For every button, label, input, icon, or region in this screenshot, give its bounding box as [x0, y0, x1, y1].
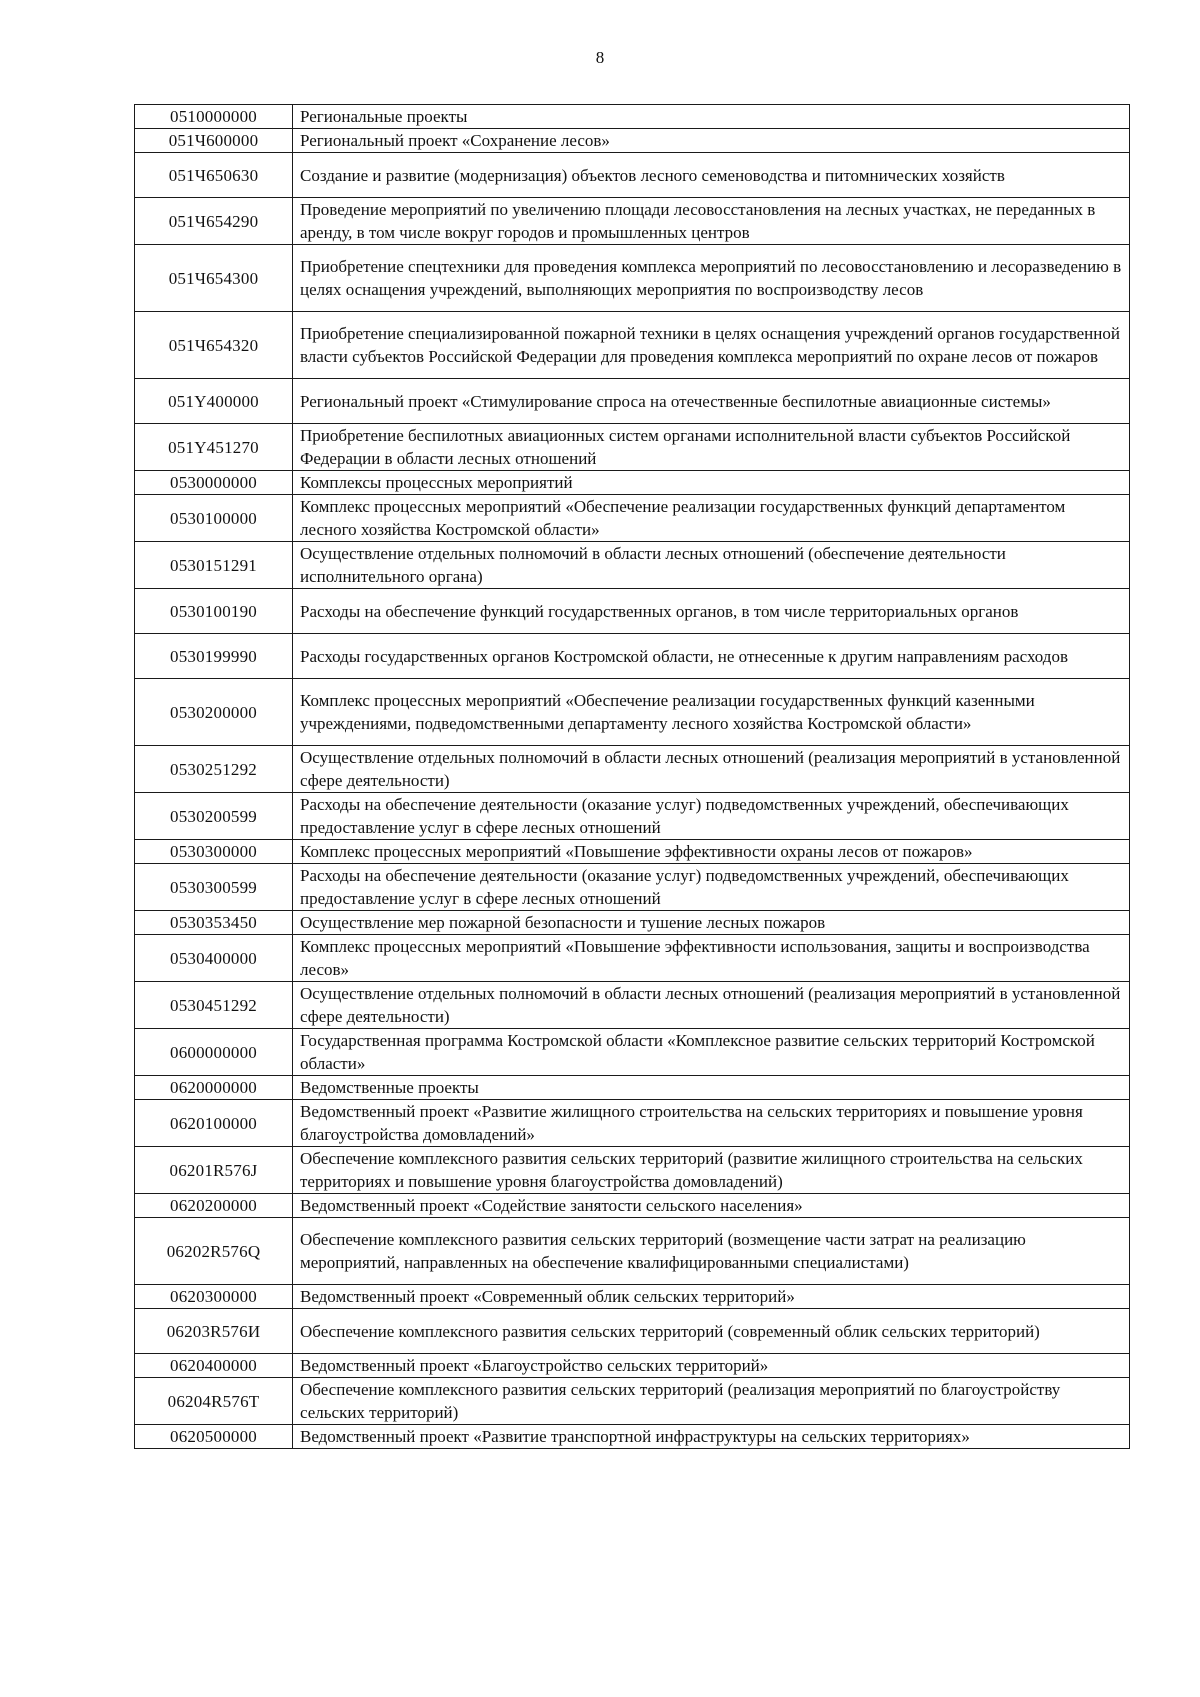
- row-code: 051Ч654320: [135, 312, 293, 379]
- row-code: 06203R576И: [135, 1309, 293, 1354]
- table-row: [135, 105, 1130, 129]
- row-code: 0530251292: [135, 746, 293, 793]
- table-row: [135, 864, 1130, 911]
- row-code: 051Ч654290: [135, 198, 293, 245]
- row-code: 0530300000: [135, 840, 293, 864]
- row-code: 0530451292: [135, 982, 293, 1029]
- table-row: [135, 542, 1130, 589]
- table-row: [135, 1194, 1130, 1218]
- row-description: Ведомственный проект «Развитие жилищного строительства на сельских территориях и повышение уровня благоустройства домовладений»: [293, 1100, 1130, 1147]
- table-row: [135, 634, 1130, 679]
- table-row: [135, 1309, 1130, 1354]
- row-description: Комплексы процессных мероприятий: [293, 471, 1130, 495]
- row-code: 0530200599: [135, 793, 293, 840]
- budget-code-table: [134, 104, 1130, 1449]
- table-row: [135, 1100, 1130, 1147]
- row-code: 0530400000: [135, 935, 293, 982]
- row-description: Региональный проект «Стимулирование спроса на отечественные беспилотные авиационные системы»: [293, 379, 1130, 424]
- row-code: 0530300599: [135, 864, 293, 911]
- row-description: Региональные проекты: [293, 105, 1130, 129]
- row-description: Осуществление отдельных полномочий в области лесных отношений (реализация мероприятий в установленной сфере деятельности): [293, 982, 1130, 1029]
- row-code: 051Ч600000: [135, 129, 293, 153]
- row-description: Ведомственный проект «Современный облик сельских территорий»: [293, 1285, 1130, 1309]
- row-description: Осуществление мер пожарной безопасности и тушение лесных пожаров: [293, 911, 1130, 935]
- table-row: [135, 153, 1130, 198]
- table-row: [135, 1218, 1130, 1285]
- row-description: Комплекс процессных мероприятий «Обеспечение реализации государственных функций казенными учреждениями, подведомственными департаменту лесного хозяйства Костромской области»: [293, 679, 1130, 746]
- row-code: 051Y400000: [135, 379, 293, 424]
- table-row: [135, 840, 1130, 864]
- table-row: [135, 1029, 1130, 1076]
- row-description: Расходы на обеспечение функций государственных органов, в том числе территориальных органов: [293, 589, 1130, 634]
- table-row: [135, 589, 1130, 634]
- table-row: [135, 1378, 1130, 1425]
- row-code: 06201R576J: [135, 1147, 293, 1194]
- table-row: [135, 471, 1130, 495]
- table-row: [135, 1076, 1130, 1100]
- row-description: Осуществление отдельных полномочий в области лесных отношений (обеспечение деятельности исполнительного органа): [293, 542, 1130, 589]
- row-description: Ведомственный проект «Благоустройство сельских территорий»: [293, 1354, 1130, 1378]
- table-row: [135, 746, 1130, 793]
- row-code: 0620000000: [135, 1076, 293, 1100]
- row-code: 0620400000: [135, 1354, 293, 1378]
- row-code: 0530100000: [135, 495, 293, 542]
- row-code: 06202R576Q: [135, 1218, 293, 1285]
- table-row: [135, 129, 1130, 153]
- row-code: 0620300000: [135, 1285, 293, 1309]
- page-number: 8: [595, 48, 605, 67]
- row-description: Государственная программа Костромской области «Комплексное развитие сельских территорий Костромской области»: [293, 1029, 1130, 1076]
- table-row: [135, 424, 1130, 471]
- table-row: [135, 1147, 1130, 1194]
- row-code: 0530199990: [135, 634, 293, 679]
- row-description: Ведомственные проекты: [293, 1076, 1130, 1100]
- row-description: Обеспечение комплексного развития сельских территорий (современный облик сельских территорий): [293, 1309, 1130, 1354]
- table-row: [135, 935, 1130, 982]
- row-code: 0600000000: [135, 1029, 293, 1076]
- row-code: 06204R576T: [135, 1378, 293, 1425]
- row-description: Расходы государственных органов Костромской области, не отнесенные к другим направлениям расходов: [293, 634, 1130, 679]
- row-description: Проведение мероприятий по увеличению площади лесовосстановления на лесных участках, не переданных в аренду, в том числе вокруг городов и промышленных центров: [293, 198, 1130, 245]
- row-code: 0620500000: [135, 1425, 293, 1449]
- row-description: Расходы на обеспечение деятельности (оказание услуг) подведомственных учреждений, обеспечивающих предоставление услуг в сфере лесных отношений: [293, 793, 1130, 840]
- row-description: Региональный проект «Сохранение лесов»: [293, 129, 1130, 153]
- row-code: 051Y451270: [135, 424, 293, 471]
- row-code: 0620100000: [135, 1100, 293, 1147]
- row-description: Комплекс процессных мероприятий «Обеспечение реализации государственных функций департаментом лесного хозяйства Костромской области»: [293, 495, 1130, 542]
- row-description: Обеспечение комплексного развития сельских территорий (развитие жилищного строительства на сельских территориях и повышение уровня благоустройства домовладений): [293, 1147, 1130, 1194]
- row-description: Приобретение беспилотных авиационных систем органами исполнительной власти субъектов Российской Федерации в области лесных отношений: [293, 424, 1130, 471]
- row-description: Комплекс процессных мероприятий «Повышение эффективности охраны лесов от пожаров»: [293, 840, 1130, 864]
- budget-code-table-body: [135, 105, 1130, 1449]
- row-code: 0510000000: [135, 105, 293, 129]
- table-row: [135, 1425, 1130, 1449]
- row-code: 0530100190: [135, 589, 293, 634]
- row-description: Ведомственный проект «Содействие занятости сельского населения»: [293, 1194, 1130, 1218]
- row-code: 0530200000: [135, 679, 293, 746]
- row-description: Обеспечение комплексного развития сельских территорий (возмещение части затрат на реализацию мероприятий, направленных на обеспечение квалифицированными специалистами): [293, 1218, 1130, 1285]
- table-row: [135, 982, 1130, 1029]
- table-row: [135, 245, 1130, 312]
- table-row: [135, 495, 1130, 542]
- table-row: [135, 1354, 1130, 1378]
- row-description: Создание и развитие (модернизация) объектов лесного семеноводства и питомнических хозяйств: [293, 153, 1130, 198]
- table-row: [135, 312, 1130, 379]
- row-code: 0530353450: [135, 911, 293, 935]
- table-row: [135, 379, 1130, 424]
- row-code: 0530000000: [135, 471, 293, 495]
- table-row: [135, 198, 1130, 245]
- row-description: Приобретение спецтехники для проведения комплекса мероприятий по лесовосстановлению и лесоразведению в целях оснащения учреждений, выполняющих мероприятия по воспроизводству лесов: [293, 245, 1130, 312]
- row-code: 051Ч650630: [135, 153, 293, 198]
- row-description: Расходы на обеспечение деятельности (оказание услуг) подведомственных учреждений, обеспечивающих предоставление услуг в сфере лесных отношений: [293, 864, 1130, 911]
- row-code: 0620200000: [135, 1194, 293, 1218]
- row-description: Обеспечение комплексного развития сельских территорий (реализация мероприятий по благоустройству сельских территорий): [293, 1378, 1130, 1425]
- table-row: [135, 911, 1130, 935]
- table-row: [135, 679, 1130, 746]
- row-description: Ведомственный проект «Развитие транспортной инфраструктуры на сельских территориях»: [293, 1425, 1130, 1449]
- row-description: Приобретение специализированной пожарной техники в целях оснащения учреждений органов государственной власти субъектов Российской Федерации для проведения комплекса мероприятий по охране лесов от пожаров: [293, 312, 1130, 379]
- table-row: [135, 793, 1130, 840]
- row-code: 0530151291: [135, 542, 293, 589]
- row-code: 051Ч654300: [135, 245, 293, 312]
- row-description: Осуществление отдельных полномочий в области лесных отношений (реализация мероприятий в установленной сфере деятельности): [293, 746, 1130, 793]
- table-row: [135, 1285, 1130, 1309]
- row-description: Комплекс процессных мероприятий «Повышение эффективности использования, защиты и воспроизводства лесов»: [293, 935, 1130, 982]
